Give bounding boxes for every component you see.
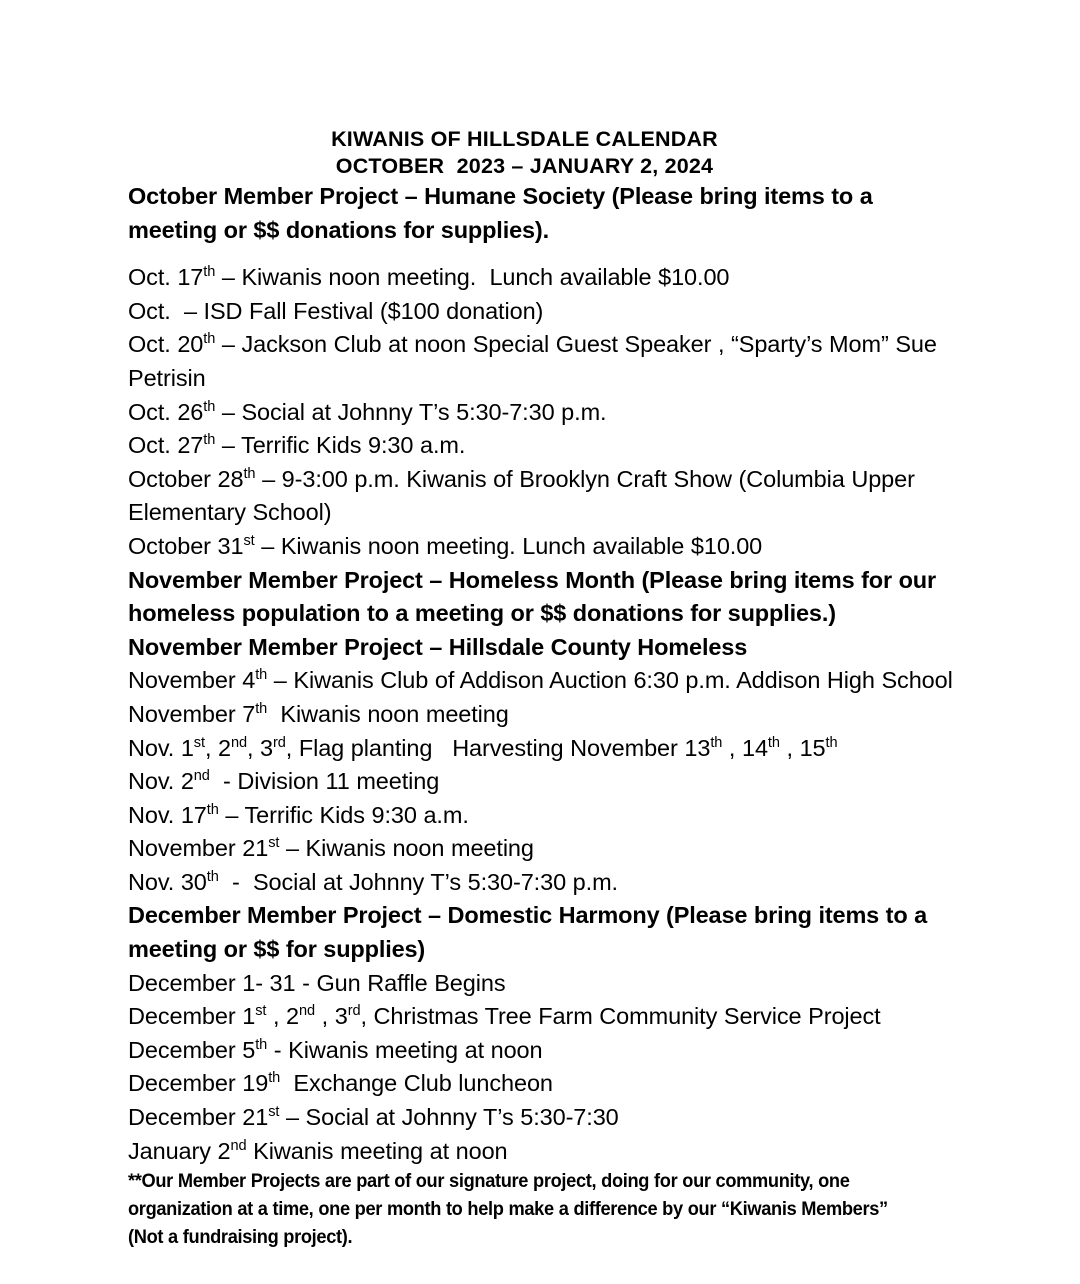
event-line: Nov. 17th – Terrific Kids 9:30 a.m. <box>128 801 469 828</box>
event-line: December 1st , 2nd , 3rd, Christmas Tree Farm Community Service Project <box>128 1003 881 1030</box>
event-line: Nov. 2nd - Division 11 meeting <box>128 768 440 795</box>
event-line: November 7th Kiwanis noon meeting <box>128 700 509 727</box>
event-line: October 31st – Kiwanis noon meeting. Lunch available $10.00 <box>128 532 763 559</box>
event-line: November 4th – Kiwanis Club of Addison Auction 6:30 p.m. Addison High School <box>128 667 953 694</box>
event-line: December 21st – Social at Johnny T’s 5:30-7:30 <box>128 1104 619 1131</box>
event-line: December 5th - Kiwanis meeting at noon <box>128 1036 543 1063</box>
event-line: October 28th – 9-3:00 p.m. Kiwanis of Brooklyn Craft Show (Columbia Upper Elementary School) <box>128 465 922 526</box>
title-line-1: KIWANIS OF HILLSDALE CALENDAR <box>331 127 718 151</box>
november-project-heading-1: November Member Project – Homeless Month (Please bring items for our homeless population to a meeting or $$ donations for supplies.) <box>128 566 943 627</box>
october-entries <box>128 261 958 563</box>
event-line: Oct. 27th – Terrific Kids 9:30 a.m. <box>128 432 466 459</box>
december-section <box>128 899 958 1134</box>
event-line: Nov. 1st, 2nd, 3rd, Flag planting Harvesting November 13th , 14th , 15th <box>128 734 838 761</box>
december-entries <box>128 967 958 1135</box>
october-section <box>128 180 958 564</box>
november-project-heading-2: November Member Project – Hillsdale County Homeless <box>128 633 748 660</box>
title-line-2: OCTOBER 2023 – JANUARY 2, 2024 <box>335 154 714 178</box>
document-title <box>132 126 917 180</box>
event-line: Nov. 30th - Social at Johnny T’s 5:30-7:30 p.m. <box>128 868 618 895</box>
document-body <box>128 126 958 1168</box>
event-line: December 19th Exchange Club luncheon <box>128 1070 553 1097</box>
event-line: December 1- 31 - Gun Raffle Begins <box>128 969 506 996</box>
event-line: Oct. 26th – Social at Johnny T’s 5:30-7:30 p.m. <box>128 398 607 425</box>
footnote-block <box>128 1168 923 1252</box>
event-line: Oct. 20th – Jackson Club at noon Special Guest Speaker , “Sparty’s Mom” Sue Petrisin <box>128 331 944 391</box>
event-line: Oct. – ISD Fall Festival ($100 donation) <box>128 297 544 324</box>
footnote-text: **Our Member Projects are part of our signature project, doing for our community, one organization at a time, one per month to help make a difference by our “Kiwanis Members” (Not a fundraising project). <box>128 1171 898 1248</box>
december-project-heading: December Member Project – Domestic Harmony (Please bring items to a meeting or $$ for supplies) <box>128 902 934 963</box>
january-section <box>128 1135 958 1169</box>
event-line: January 2nd Kiwanis meeting at noon <box>128 1137 508 1164</box>
event-line: Oct. 17th – Kiwanis noon meeting. Lunch available $10.00 <box>128 264 730 291</box>
event-line: November 21st – Kiwanis noon meeting <box>128 835 534 862</box>
november-section <box>128 564 958 900</box>
november-entries <box>128 664 958 899</box>
october-project-heading: October Member Project – Humane Society (Please bring items to a meeting or $$ donations for supplies). <box>128 183 880 243</box>
